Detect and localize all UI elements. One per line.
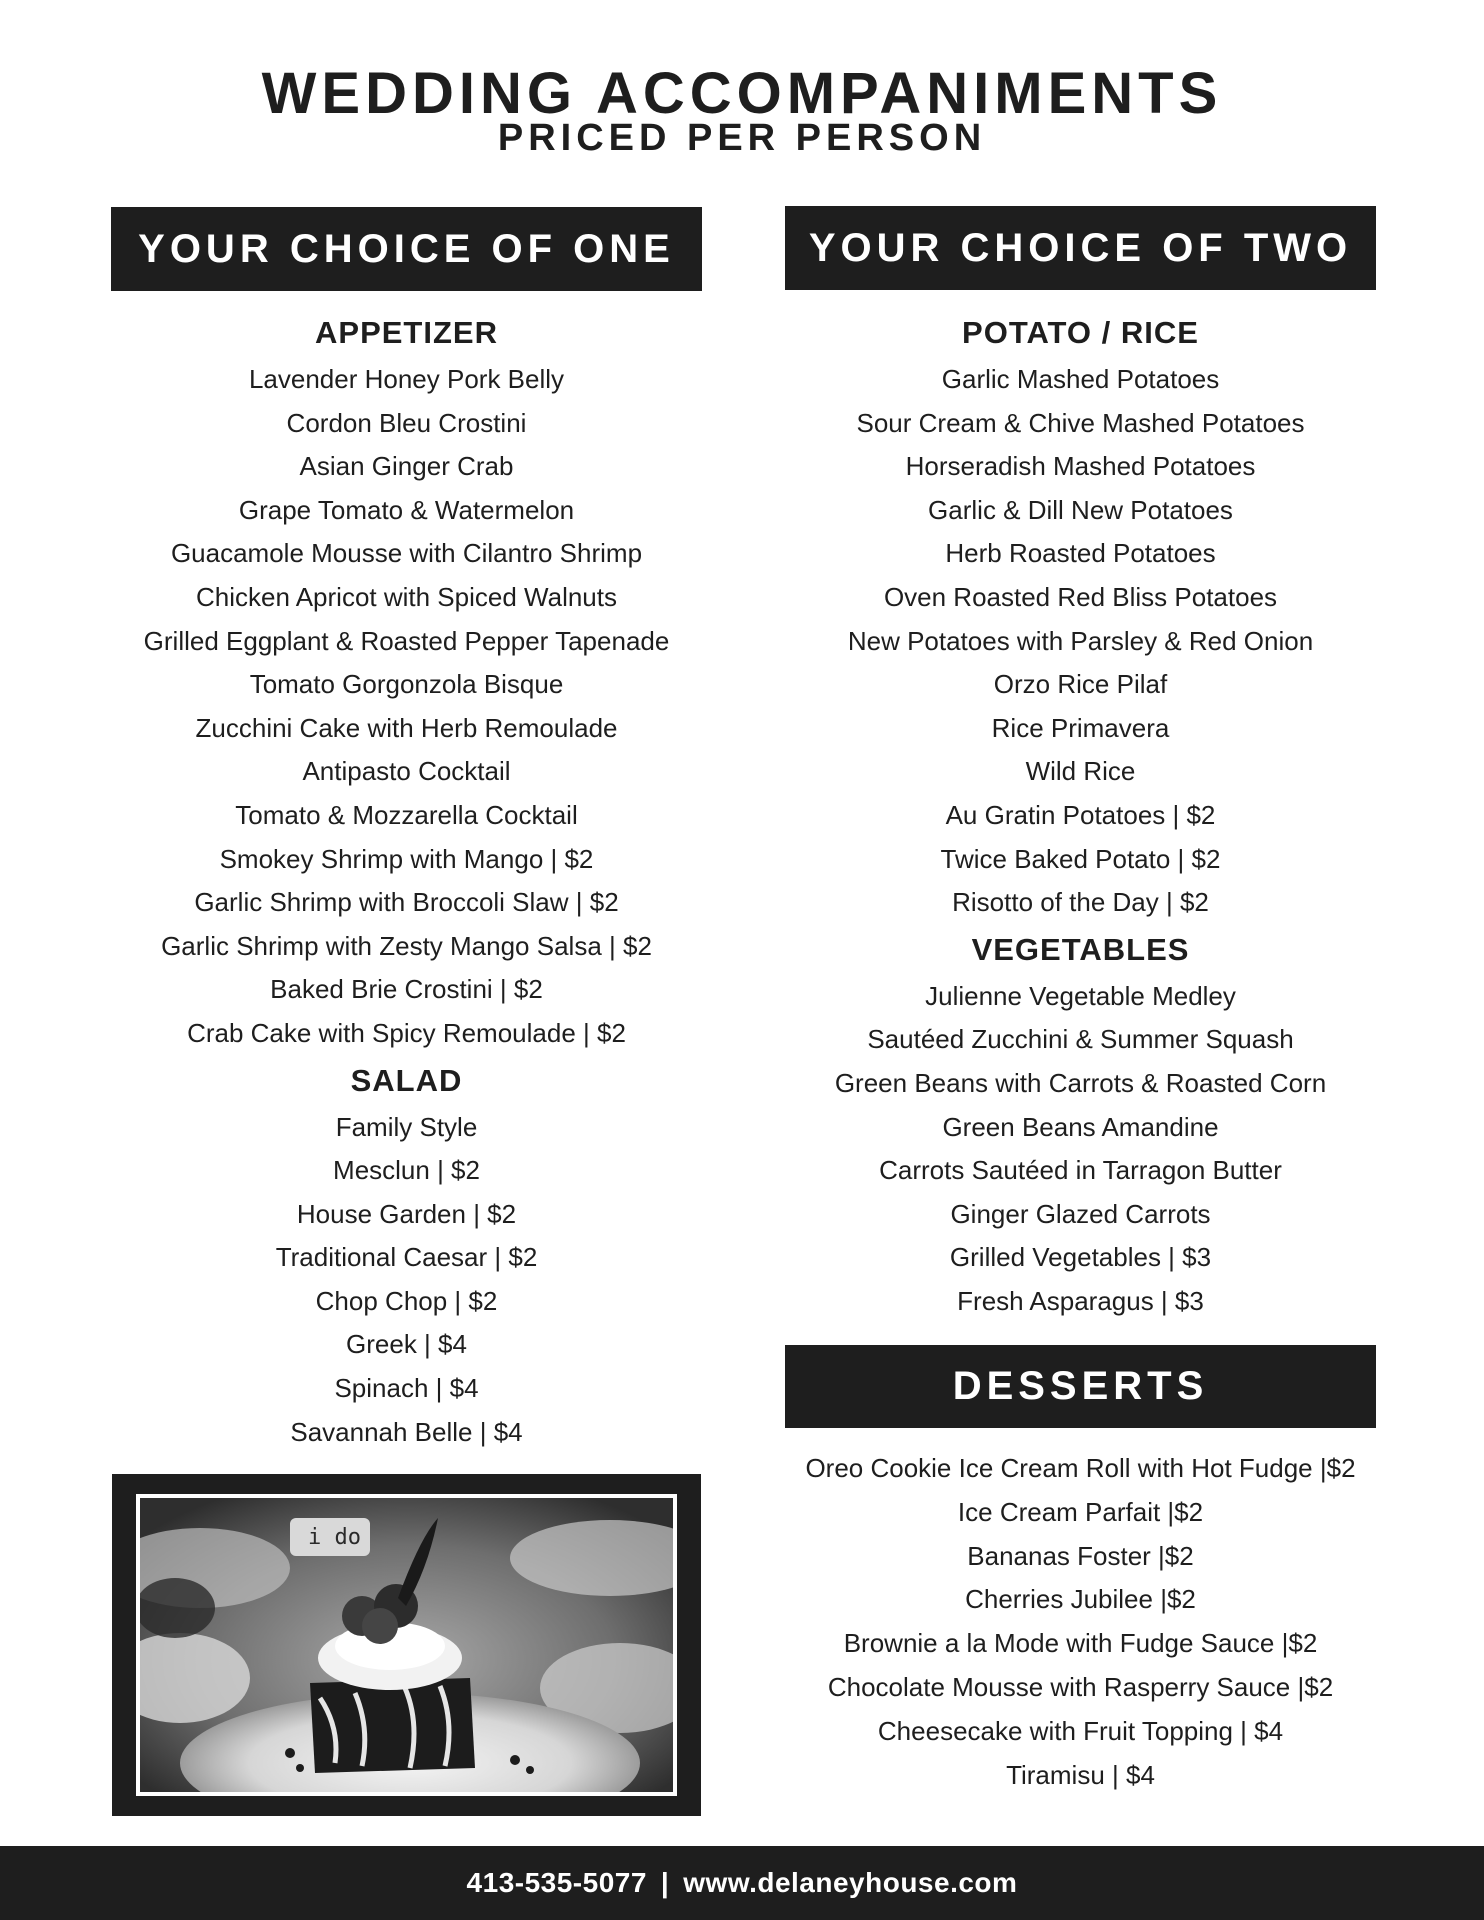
menu-item: Carrots Sautéed in Tarragon Butter xyxy=(879,1155,1282,1186)
choice-of-two-column xyxy=(785,308,1376,1323)
choice-of-one-banner: YOUR CHOICE OF ONE xyxy=(111,207,702,291)
menu-item: Cordon Bleu Crostini xyxy=(286,407,527,438)
menu-item: Rice Primavera xyxy=(991,712,1170,743)
menu-item: Smokey Shrimp with Mango | $2 xyxy=(219,843,594,874)
menu-item: Sautéed Zucchini & Summer Squash xyxy=(867,1024,1294,1055)
salad-heading: SALAD xyxy=(350,1062,463,1098)
choice-of-two-banner: YOUR CHOICE OF TWO xyxy=(785,206,1376,290)
appetizer-heading: APPETIZER xyxy=(315,315,498,350)
dessert-item: Ice Cream Parfait |$2 xyxy=(957,1496,1204,1527)
menu-item: Julienne Vegetable Medley xyxy=(925,980,1236,1011)
dessert-item: Oreo Cookie Ice Cream Roll with Hot Fudge |$2 xyxy=(805,1453,1356,1483)
menu-item: Risotto of the Day | $2 xyxy=(952,887,1209,918)
menu-item: Grilled Vegetables | $3 xyxy=(949,1242,1212,1273)
menu-item: House Garden | $2 xyxy=(296,1198,517,1229)
dessert-photo xyxy=(136,1494,677,1796)
menu-item: Spinach | $4 xyxy=(334,1373,479,1404)
potato-rice-section xyxy=(785,308,1376,925)
contact-footer xyxy=(0,1846,1484,1920)
dessert-item: Tiramisu | $4 xyxy=(1006,1759,1155,1790)
appetizer-section xyxy=(111,308,702,1056)
menu-item: Green Beans Amandine xyxy=(942,1111,1219,1142)
menu-item: Greek | $4 xyxy=(346,1329,467,1360)
menu-item: Crab Cake with Spicy Remoulade | $2 xyxy=(187,1017,626,1048)
menu-item: Orzo Rice Pilaf xyxy=(993,669,1168,700)
menu-item: Twice Baked Potato | $2 xyxy=(940,843,1221,874)
page-title: WEDDING ACCOMPANIMENTS xyxy=(261,61,1223,126)
dessert-item: Bananas Foster |$2 xyxy=(967,1540,1194,1571)
menu-item: Traditional Caesar | $2 xyxy=(275,1242,538,1273)
dessert-photo-illustration xyxy=(140,1498,673,1792)
menu-item: Ginger Glazed Carrots xyxy=(950,1198,1211,1229)
menu-item: Green Beans with Carrots & Roasted Corn xyxy=(834,1067,1327,1098)
menu-item: Horseradish Mashed Potatoes xyxy=(905,451,1256,482)
desserts-column xyxy=(785,1447,1376,1797)
menu-item: Herb Roasted Potatoes xyxy=(945,538,1216,569)
menu-item: Zucchini Cake with Herb Remoulade xyxy=(195,712,618,743)
menu-item: Au Gratin Potatoes | $2 xyxy=(945,799,1216,830)
page-subtitle: PRICED PER PERSON xyxy=(497,117,987,159)
dessert-item: Cheesecake with Fruit Topping | $4 xyxy=(877,1715,1284,1746)
menu-item: Savannah Belle | $4 xyxy=(290,1416,523,1447)
menu-item: Guacamole Mousse with Cilantro Shrimp xyxy=(170,538,643,569)
menu-item: Garlic Shrimp with Zesty Mango Salsa | $2 xyxy=(161,930,652,961)
footer-separator: | xyxy=(660,1867,670,1898)
menu-item: Garlic Shrimp with Broccoli Slaw | $2 xyxy=(194,887,619,918)
menu-item: Wild Rice xyxy=(1025,756,1136,787)
menu-item: Sour Cream & Chive Mashed Potatoes xyxy=(856,407,1305,438)
menu-item: Tomato Gorgonzola Bisque xyxy=(249,669,564,700)
menu-item: Grape Tomato & Watermelon xyxy=(238,494,575,525)
dessert-item: Brownie a la Mode with Fudge Sauce |$2 xyxy=(843,1628,1318,1659)
menu-item: Oven Roasted Red Bliss Potatoes xyxy=(883,581,1278,612)
choice-of-one-column xyxy=(111,308,702,1454)
tag-text: i do xyxy=(308,1525,361,1550)
vegetables-section xyxy=(785,925,1376,1324)
menu-item: Tomato & Mozzarella Cocktail xyxy=(235,799,578,830)
menu-item: Chop Chop | $2 xyxy=(315,1285,498,1316)
website-link[interactable]: www.delaneyhouse.com xyxy=(683,1867,1018,1898)
desserts-banner: DESSERTS xyxy=(785,1345,1376,1428)
menu-item: Chicken Apricot with Spiced Walnuts xyxy=(195,581,617,612)
menu-item: Garlic & Dill New Potatoes xyxy=(928,494,1233,525)
dessert-photo-frame xyxy=(112,1474,701,1816)
menu-item: Antipasto Cocktail xyxy=(302,756,511,787)
dessert-item: Cherries Jubilee |$2 xyxy=(965,1584,1196,1615)
menu-item: Garlic Mashed Potatoes xyxy=(941,364,1220,394)
menu-item: Baked Brie Crostini | $2 xyxy=(270,974,543,1005)
vegetables-heading: VEGETABLES xyxy=(971,931,1190,967)
menu-item: Lavender Honey Pork Belly xyxy=(248,364,565,394)
menu-item: New Potatoes with Parsley & Red Onion xyxy=(847,625,1314,656)
menu-item: Fresh Asparagus | $3 xyxy=(957,1285,1204,1316)
phone-number: 413-535-5077 xyxy=(466,1867,647,1898)
menu-item: Grilled Eggplant & Roasted Pepper Tapenade xyxy=(143,625,670,656)
dessert-item: Chocolate Mousse with Rasperry Sauce |$2 xyxy=(827,1671,1334,1702)
potato-rice-heading: POTATO / RICE xyxy=(962,315,1199,350)
salad-section xyxy=(111,1056,702,1455)
menu-item: Mesclun | $2 xyxy=(333,1155,480,1186)
menu-item: Family Style xyxy=(335,1111,478,1142)
menu-item: Asian Ginger Crab xyxy=(299,451,514,482)
